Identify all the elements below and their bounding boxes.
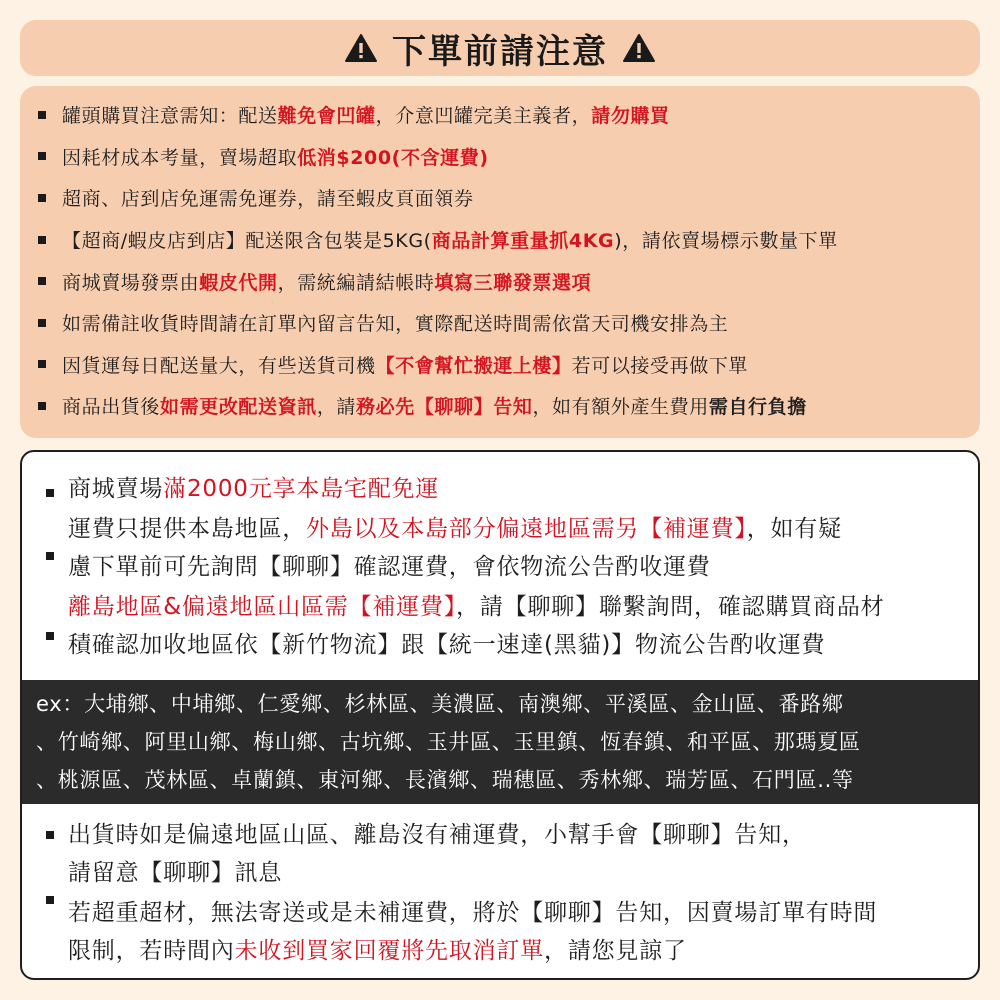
shipping-text-line bbox=[68, 816, 806, 849]
body-text: ，介意凹罐完美主義者， bbox=[375, 105, 592, 128]
highlight-text: 低消$200(不含運費) bbox=[297, 146, 489, 169]
highlight-text: 如需更改配送資訊 bbox=[160, 396, 317, 419]
shipping-text-line bbox=[68, 510, 842, 543]
bullet-icon bbox=[38, 402, 46, 410]
notice-item bbox=[20, 260, 980, 302]
bullet-icon bbox=[38, 360, 46, 368]
body-text: 運費只提供本島地區， bbox=[68, 516, 306, 542]
notice-item bbox=[20, 385, 980, 427]
body-text: 如需備註收貨時間請在訂單內留言告知，實際配送時間需依當天司機安排為主 bbox=[62, 313, 729, 336]
notice-text bbox=[62, 101, 670, 128]
body-text: 若超重超材，無法寄送或是未補運費，將於【聊聊】告知，因賣場訂單有時間 bbox=[68, 900, 878, 926]
remote-area-line: 、竹崎鄉、阿里山鄉、梅山鄉、古坑鄉、玉井區、玉里鎮、恆春鎮、和平區、那瑪夏區 bbox=[36, 730, 861, 754]
bold-text: 需自行負擔 bbox=[708, 396, 807, 419]
highlight-text: 難免會凹罐 bbox=[277, 105, 376, 128]
body-text: 請留意【聊聊】訊息 bbox=[68, 860, 283, 886]
remote-area-line: ex：大埔鄉、中埔鄉、仁愛鄉、杉林區、美濃區、南澳鄉、平溪區、金山區、番路鄉 bbox=[36, 692, 844, 716]
body-text: 慮下單前可先詢問【聊聊】確認運費，會依物流公告酌收運費 bbox=[68, 554, 711, 580]
body-text: ，需統編請結帳時 bbox=[277, 271, 435, 294]
bullet-icon bbox=[46, 632, 54, 640]
body-text: 若可以接受再做下單 bbox=[571, 354, 749, 377]
body-text: 出貨時如是偏遠地區山區、離島沒有補運費，小幫手會【聊聊】告知， bbox=[68, 822, 806, 848]
body-text: 商品出貨後 bbox=[62, 396, 161, 419]
body-text: 超商、店到店免運需免運券，請至蝦皮頁面領券 bbox=[62, 188, 474, 211]
body-text: )，請依賣場標示數量下單 bbox=[614, 230, 838, 253]
remote-area-line: 、桃源區、茂林區、卓蘭鎮、東河鄉、長濱鄉、瑞穗區、秀林鄉、瑞芳區、石門區..等 bbox=[36, 768, 854, 792]
header-banner bbox=[20, 20, 980, 76]
notice-text bbox=[62, 184, 474, 211]
notice-item bbox=[20, 302, 980, 344]
highlight-text: 滿2000元享本島宅配免運 bbox=[163, 476, 440, 502]
body-text: ，請 bbox=[316, 396, 357, 419]
notice-panel bbox=[20, 86, 980, 438]
highlight-text: 離島地區&偏遠地區山區需【補運費】 bbox=[68, 594, 457, 620]
highlight-text: 未收到買家回覆將先取消訂單 bbox=[234, 938, 545, 964]
bullet-icon bbox=[46, 831, 54, 839]
bullet-icon bbox=[46, 896, 54, 904]
highlight-text: 填寫三聯發票選項 bbox=[434, 271, 592, 294]
body-text: 商城賣場 bbox=[68, 476, 164, 502]
bullet-icon bbox=[38, 111, 46, 119]
bullet-icon bbox=[38, 152, 46, 160]
shipping-text-line bbox=[68, 588, 884, 621]
body-text: ，請【聊聊】聯繫詢問，確認購買商品材 bbox=[456, 594, 885, 620]
bullet-icon bbox=[46, 489, 54, 497]
body-text: ，如有疑 bbox=[746, 516, 842, 542]
body-text: 商城賣場發票由 bbox=[62, 271, 200, 294]
bullet-icon bbox=[46, 552, 54, 560]
body-text: 因耗材成本考量，賣場超取 bbox=[62, 146, 298, 169]
notice-item bbox=[20, 177, 980, 219]
notice-text bbox=[62, 143, 489, 170]
notice-item bbox=[20, 219, 980, 261]
warning-icon bbox=[344, 33, 378, 63]
warning-icon bbox=[622, 33, 656, 63]
notice-text bbox=[62, 351, 748, 378]
notice-text bbox=[62, 226, 838, 253]
notice-text bbox=[62, 268, 591, 295]
highlight-text: 【不會幫忙搬運上樓】 bbox=[375, 354, 572, 377]
highlight-text: 商品計算重量抓4KG bbox=[431, 230, 615, 253]
bullet-icon bbox=[38, 236, 46, 244]
notice-item bbox=[20, 136, 980, 178]
notice-item bbox=[20, 344, 980, 386]
notice-text bbox=[62, 309, 728, 336]
page-title: 下單前請注意 bbox=[392, 31, 608, 72]
body-text: 限制，若時間內 bbox=[68, 938, 235, 964]
notice-list bbox=[20, 94, 980, 427]
bullet-icon bbox=[38, 319, 46, 327]
highlight-text: 外島以及本島部分偏遠地區需另【補運費】 bbox=[306, 516, 747, 542]
shipping-text-line bbox=[68, 854, 282, 887]
bullet-icon bbox=[38, 277, 46, 285]
shipping-text-line bbox=[68, 894, 877, 927]
body-text: 因貨運每日配送量大，有些送貨司機 bbox=[62, 354, 376, 377]
highlight-text: 蝦皮代開 bbox=[199, 271, 278, 294]
highlight-text: 請勿購買 bbox=[591, 105, 670, 128]
bullet-icon bbox=[38, 194, 46, 202]
body-text: ，如有額外產生費用 bbox=[532, 396, 709, 419]
shipping-text-line bbox=[68, 626, 825, 659]
body-text: 【超商/蝦皮店到店】配送限含包裝是5KG( bbox=[62, 230, 432, 253]
shipping-text-line bbox=[68, 548, 711, 581]
body-text: 積確認加收地區依【新竹物流】跟【統一速達(黑貓)】物流公告酌收運費 bbox=[68, 632, 826, 658]
shipping-text-line bbox=[68, 932, 687, 965]
highlight-text: 務必先【聊聊】告知 bbox=[356, 396, 533, 419]
remote-area-box bbox=[22, 680, 978, 804]
notice-text bbox=[62, 392, 807, 419]
shipping-text-line bbox=[68, 470, 439, 503]
body-text: 罐頭購買注意需知：配送 bbox=[62, 105, 278, 128]
notice-item bbox=[20, 94, 980, 136]
body-text: ，請您見諒了 bbox=[544, 938, 687, 964]
shipping-panel bbox=[20, 450, 980, 980]
